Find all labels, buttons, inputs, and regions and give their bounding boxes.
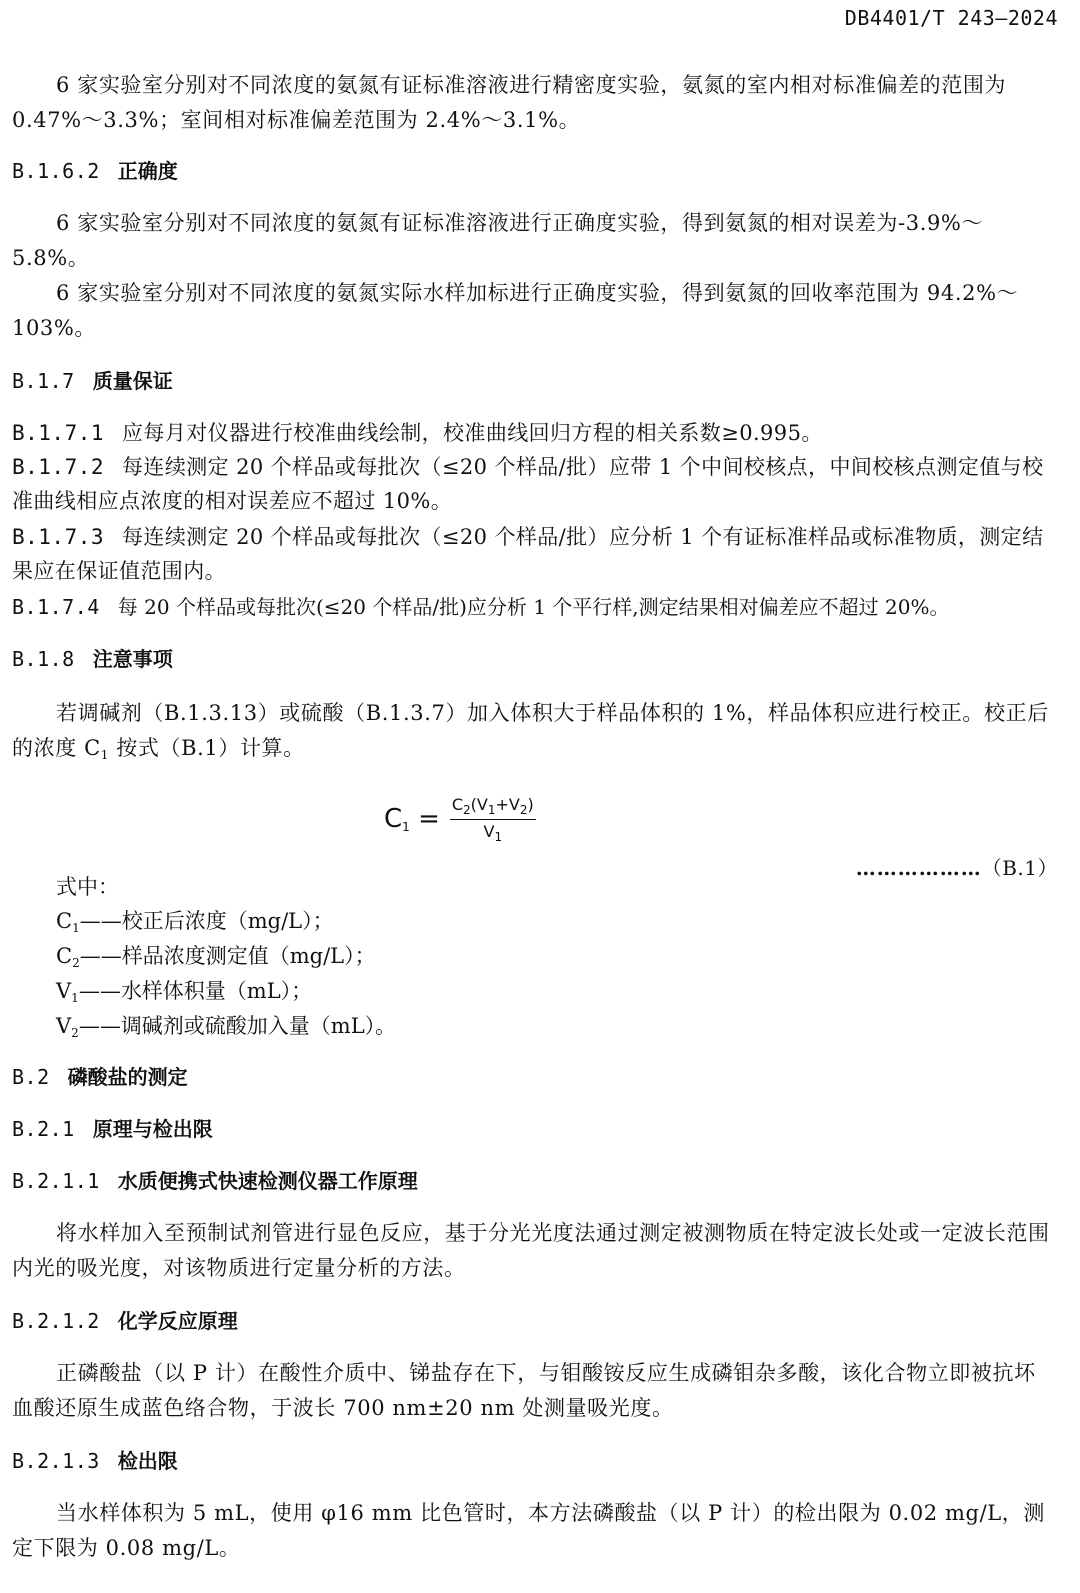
heading-b21 [12, 1114, 213, 1144]
heading-number: B.2 [12, 1065, 50, 1089]
heading-title: 水质便携式快速检测仪器工作原理 [117, 1169, 418, 1193]
heading-title: 磷酸盐的测定 [67, 1065, 188, 1089]
where-item: $C_1——$校正后浓度（mg/L）； [56, 909, 334, 935]
clause-text: 每连续测定 20 个样品或每批次（≤20 个样品/批）应带 1 个中间校核点，中间校核点测定值与校准曲线相应点浓度的相对误差应不超过 10%。 [12, 455, 1044, 513]
reaction-paragraph: 正磷酸盐（以 P 计）在酸性介质中、锑盐存在下，与钼酸铵反应生成磷钼杂多酸，该化合物立即被抗坏血酸还原生成蓝色络合物，于波长 700 nm±20 nm 处测量吸光度。 [12, 1361, 1036, 1420]
accuracy-paragraph-2: 6 家实验室分别对不同浓度的氨氮实际水样加标进行正确度实验，得到氨氮的回收率范围为 94.2%～103%。 [12, 281, 1019, 340]
notes-subscript: 1 [100, 748, 109, 762]
leader-dots: ……………… [855, 856, 982, 880]
where-item: $C_2——$样品浓度测定值（mg/L）； [56, 944, 376, 970]
notes-text-a: 若调碱剂（B.1.3.13）或硫酸（B.1.3.7）加入体积大于样品体积的 1%，样品体积应进行校正。校正后的浓度 C [12, 701, 1049, 760]
document-id: DB4401/T 243—2024 [844, 6, 1058, 30]
clause-number: B.1.7.4 [12, 595, 100, 619]
clause-b173 [12, 520, 1052, 588]
formula-numerator: $C_2(V_1+V_2)$ [450, 795, 536, 820]
heading-number: B.2.1.1 [12, 1169, 100, 1193]
heading-title: 质量保证 [92, 369, 173, 393]
heading-title: 检出限 [117, 1449, 178, 1473]
where-label: 式中： [56, 875, 119, 899]
clause-b172 [12, 450, 1052, 518]
heading-b212 [12, 1306, 238, 1336]
clause-number: B.1.7.3 [12, 525, 105, 549]
heading-b211 [12, 1166, 418, 1196]
equation-label: （B.1） [981, 856, 1058, 880]
heading-number: B.2.1 [12, 1117, 75, 1141]
heading-b17 [12, 366, 173, 396]
heading-number: B.1.8 [12, 647, 75, 671]
heading-b18 [12, 644, 173, 674]
formula-fraction [450, 795, 536, 844]
where-item: $V_2——$调碱剂或硫酸加入量（mL）。 [56, 1014, 397, 1040]
principle-paragraph: 将水样加入至预制试剂管进行显色反应，基于分光光度法通过测定被测物质在特定波长处或一定波长范围内光的吸光度，对该物质进行定量分析的方法。 [12, 1221, 1050, 1280]
heading-title: 正确度 [117, 159, 178, 183]
heading-b213 [12, 1446, 178, 1476]
formula-b1 [384, 784, 536, 854]
clause-number: B.1.7.2 [12, 455, 105, 479]
clause-number: B.1.7.1 [12, 421, 105, 445]
clause-text: 每连续测定 20 个样品或每批次（≤20 个样品/批）应分析 1 个有证标准样品或标准物质，测定结果应在保证值范围内。 [12, 525, 1044, 583]
heading-number: B.1.6.2 [12, 159, 100, 183]
heading-title: 注意事项 [92, 647, 173, 671]
precision-paragraph: 6 家实验室分别对不同浓度的氨氮有证标准溶液进行精密度实验，氨氮的室内相对标准偏差的范围为 0.47%～3.3%；室间相对标准偏差范围为 2.4%～3.1%。 [12, 73, 1007, 132]
where-item: $V_1——$水样体积量（mL）； [56, 979, 313, 1005]
heading-number: B.1.7 [12, 369, 75, 393]
heading-number: B.2.1.3 [12, 1449, 100, 1473]
clause-b174 [12, 590, 1052, 624]
heading-b2 [12, 1062, 188, 1092]
accuracy-paragraph-1: 6 家实验室分别对不同浓度的氨氮有证标准溶液进行正确度实验，得到氨氮的相对误差为-3.9%～5.8%。 [12, 211, 984, 270]
clause-text: 每 20 个样品或每批次(≤20 个样品/批)应分析 1 个平行样,测定结果相对偏差应不超过 20%。 [117, 595, 950, 619]
heading-title: 化学反应原理 [117, 1309, 238, 1333]
clause-b171 [12, 416, 1052, 450]
notes-paragraph [12, 696, 1052, 773]
equation-number [856, 852, 1058, 881]
formula-denominator: $V_1$ [483, 821, 503, 844]
notes-text-b: 按式（B.1）计算。 [109, 736, 305, 760]
heading-number: B.2.1.2 [12, 1309, 100, 1333]
formula-lhs: $C_1$ = [384, 804, 440, 834]
clause-text: 应每月对仪器进行校准曲线绘制，校准曲线回归方程的相关系数≥0.995。 [122, 421, 823, 445]
limit-paragraph: 当水样体积为 5 mL，使用 φ16 mm 比色管时，本方法磷酸盐（以 P 计）的检出限为 0.02 mg/L，测定下限为 0.08 mg/L。 [12, 1501, 1046, 1560]
heading-title: 原理与检出限 [92, 1117, 213, 1141]
heading-b162 [12, 156, 178, 186]
